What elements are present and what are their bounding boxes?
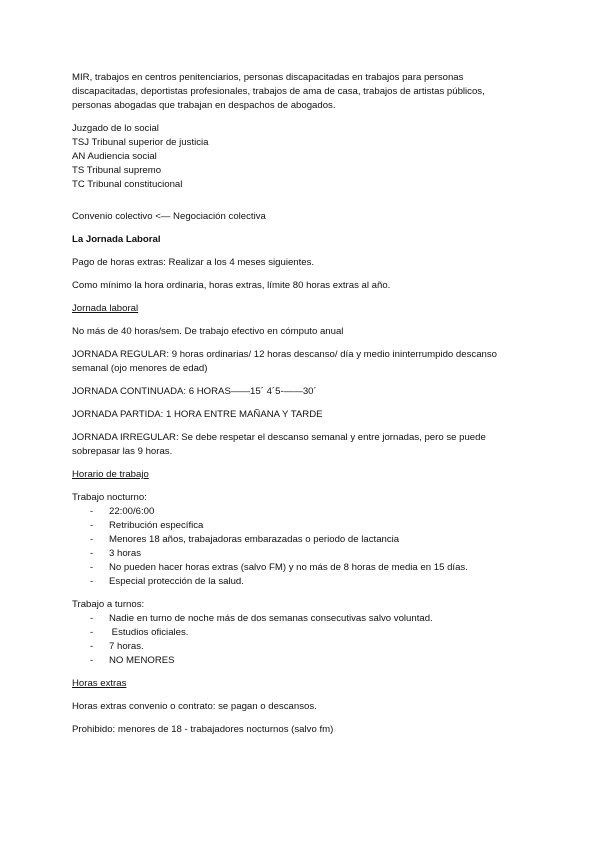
horario-heading: Horario de trabajo xyxy=(72,469,149,480)
bullet-dash: - xyxy=(90,641,94,652)
list-item-text: 22:00/6:00 xyxy=(109,506,155,517)
jornada-partida: JORNADA PARTIDA: 1 HORA ENTRE MAÑANA Y TARDE xyxy=(72,409,323,420)
jornada-regular xyxy=(72,348,532,376)
bullet-dash: - xyxy=(90,576,94,587)
extras-line: Prohibido: menores de 18 - trabajadores nocturnos (salvo fm) xyxy=(72,724,334,735)
list-item-text: Menores 18 años, trabajadoras embarazadas o periodo de lactancia xyxy=(109,534,400,545)
list-item xyxy=(72,561,532,575)
document-body xyxy=(72,71,532,737)
bullet-dash: - xyxy=(90,534,94,545)
jornada-heading: Jornada laboral xyxy=(72,303,139,314)
list-item-text: Estudios oficiales. xyxy=(109,627,189,638)
list-item-text: Especial protección de la salud. xyxy=(109,576,244,587)
jornada-continuada: JORNADA CONTINUADA: 6 HORAS——15´ 4´5-——30´ xyxy=(72,386,317,397)
list-item xyxy=(72,640,532,654)
bullet-dash: - xyxy=(90,627,94,638)
list-item xyxy=(72,533,532,547)
list-item xyxy=(72,612,532,626)
list-item-text: Nadie en turno de noche más de dos semanas consecutivas salvo voluntad. xyxy=(109,613,433,624)
jornada-irregular-line: sobrepasar las 9 horas. xyxy=(72,446,173,457)
list-item-text: NO MENORES xyxy=(109,655,175,666)
court-item: AN Audiencia social xyxy=(72,151,157,162)
list-item-text: Retribución específica xyxy=(109,520,204,531)
list-item xyxy=(72,519,532,533)
jornada-regular-line: JORNADA REGULAR: 9 horas ordinarias/ 12 horas descanso/ día y medio ininterrumpido descanso xyxy=(72,349,497,360)
list-item-text: 7 horas. xyxy=(109,641,144,652)
nocturno-label: Trabajo nocturno: xyxy=(72,492,147,503)
turnos-label: Trabajo a turnos: xyxy=(72,599,145,610)
list-item xyxy=(72,505,532,519)
convenio-line: Convenio colectivo <— Negociación colectiva xyxy=(72,211,266,222)
intro-line: MIR, trabajos en centros penitenciarios, personas discapacitadas en trabajos para personas xyxy=(72,72,464,83)
court-item: TSJ Tribunal superior de justicia xyxy=(72,137,209,148)
list-item xyxy=(72,575,532,589)
jornada-irregular xyxy=(72,431,532,459)
bullet-dash: - xyxy=(90,548,94,559)
turnos-list xyxy=(72,612,532,668)
intro-paragraph xyxy=(72,71,532,113)
intro-line: discapacitadas, deportistas profesionales, trabajos de ama de casa, trabajos de artistas públicos, xyxy=(72,86,485,97)
extras-line: Horas extras convenio o contrato: se pagan o descansos. xyxy=(72,701,317,712)
extras-heading: Horas extras xyxy=(72,678,127,689)
courts-list xyxy=(72,122,532,192)
bullet-dash: - xyxy=(90,506,94,517)
court-item: Juzgado de lo social xyxy=(72,123,159,134)
jornada-regular-line: semanal (ojo menores de edad) xyxy=(72,363,208,374)
nocturno-list xyxy=(72,505,532,589)
list-item-text: No pueden hacer horas extras (salvo FM) y no más de 8 horas de media en 15 días. xyxy=(109,562,468,573)
court-item: TC Tribunal constitucional xyxy=(72,179,183,190)
pago-line: Pago de horas extras: Realizar a los 4 meses siguientes. xyxy=(72,257,315,268)
como-line: Como mínimo la hora ordinaria, horas extras, límite 80 horas extras al año. xyxy=(72,280,391,291)
list-item-text: 3 horas xyxy=(109,548,141,559)
list-item xyxy=(72,654,532,668)
court-item: TS Tribunal supremo xyxy=(72,165,162,176)
intro-line: personas abogadas que trabajan en despachos de abogados. xyxy=(72,100,336,111)
bullet-dash: - xyxy=(90,655,94,666)
jornada-irregular-line: JORNADA IRREGULAR: Se debe respetar el descanso semanal y entre jornadas, pero se puede xyxy=(72,432,486,443)
bullet-dash: - xyxy=(90,613,94,624)
list-item xyxy=(72,547,532,561)
bullet-dash: - xyxy=(90,520,94,531)
section-title: La Jornada Laboral xyxy=(72,234,161,245)
bullet-dash: - xyxy=(90,562,94,573)
jornada-max: No más de 40 horas/sem. De trabajo efectivo en cómputo anual xyxy=(72,326,344,337)
list-item xyxy=(72,626,532,640)
